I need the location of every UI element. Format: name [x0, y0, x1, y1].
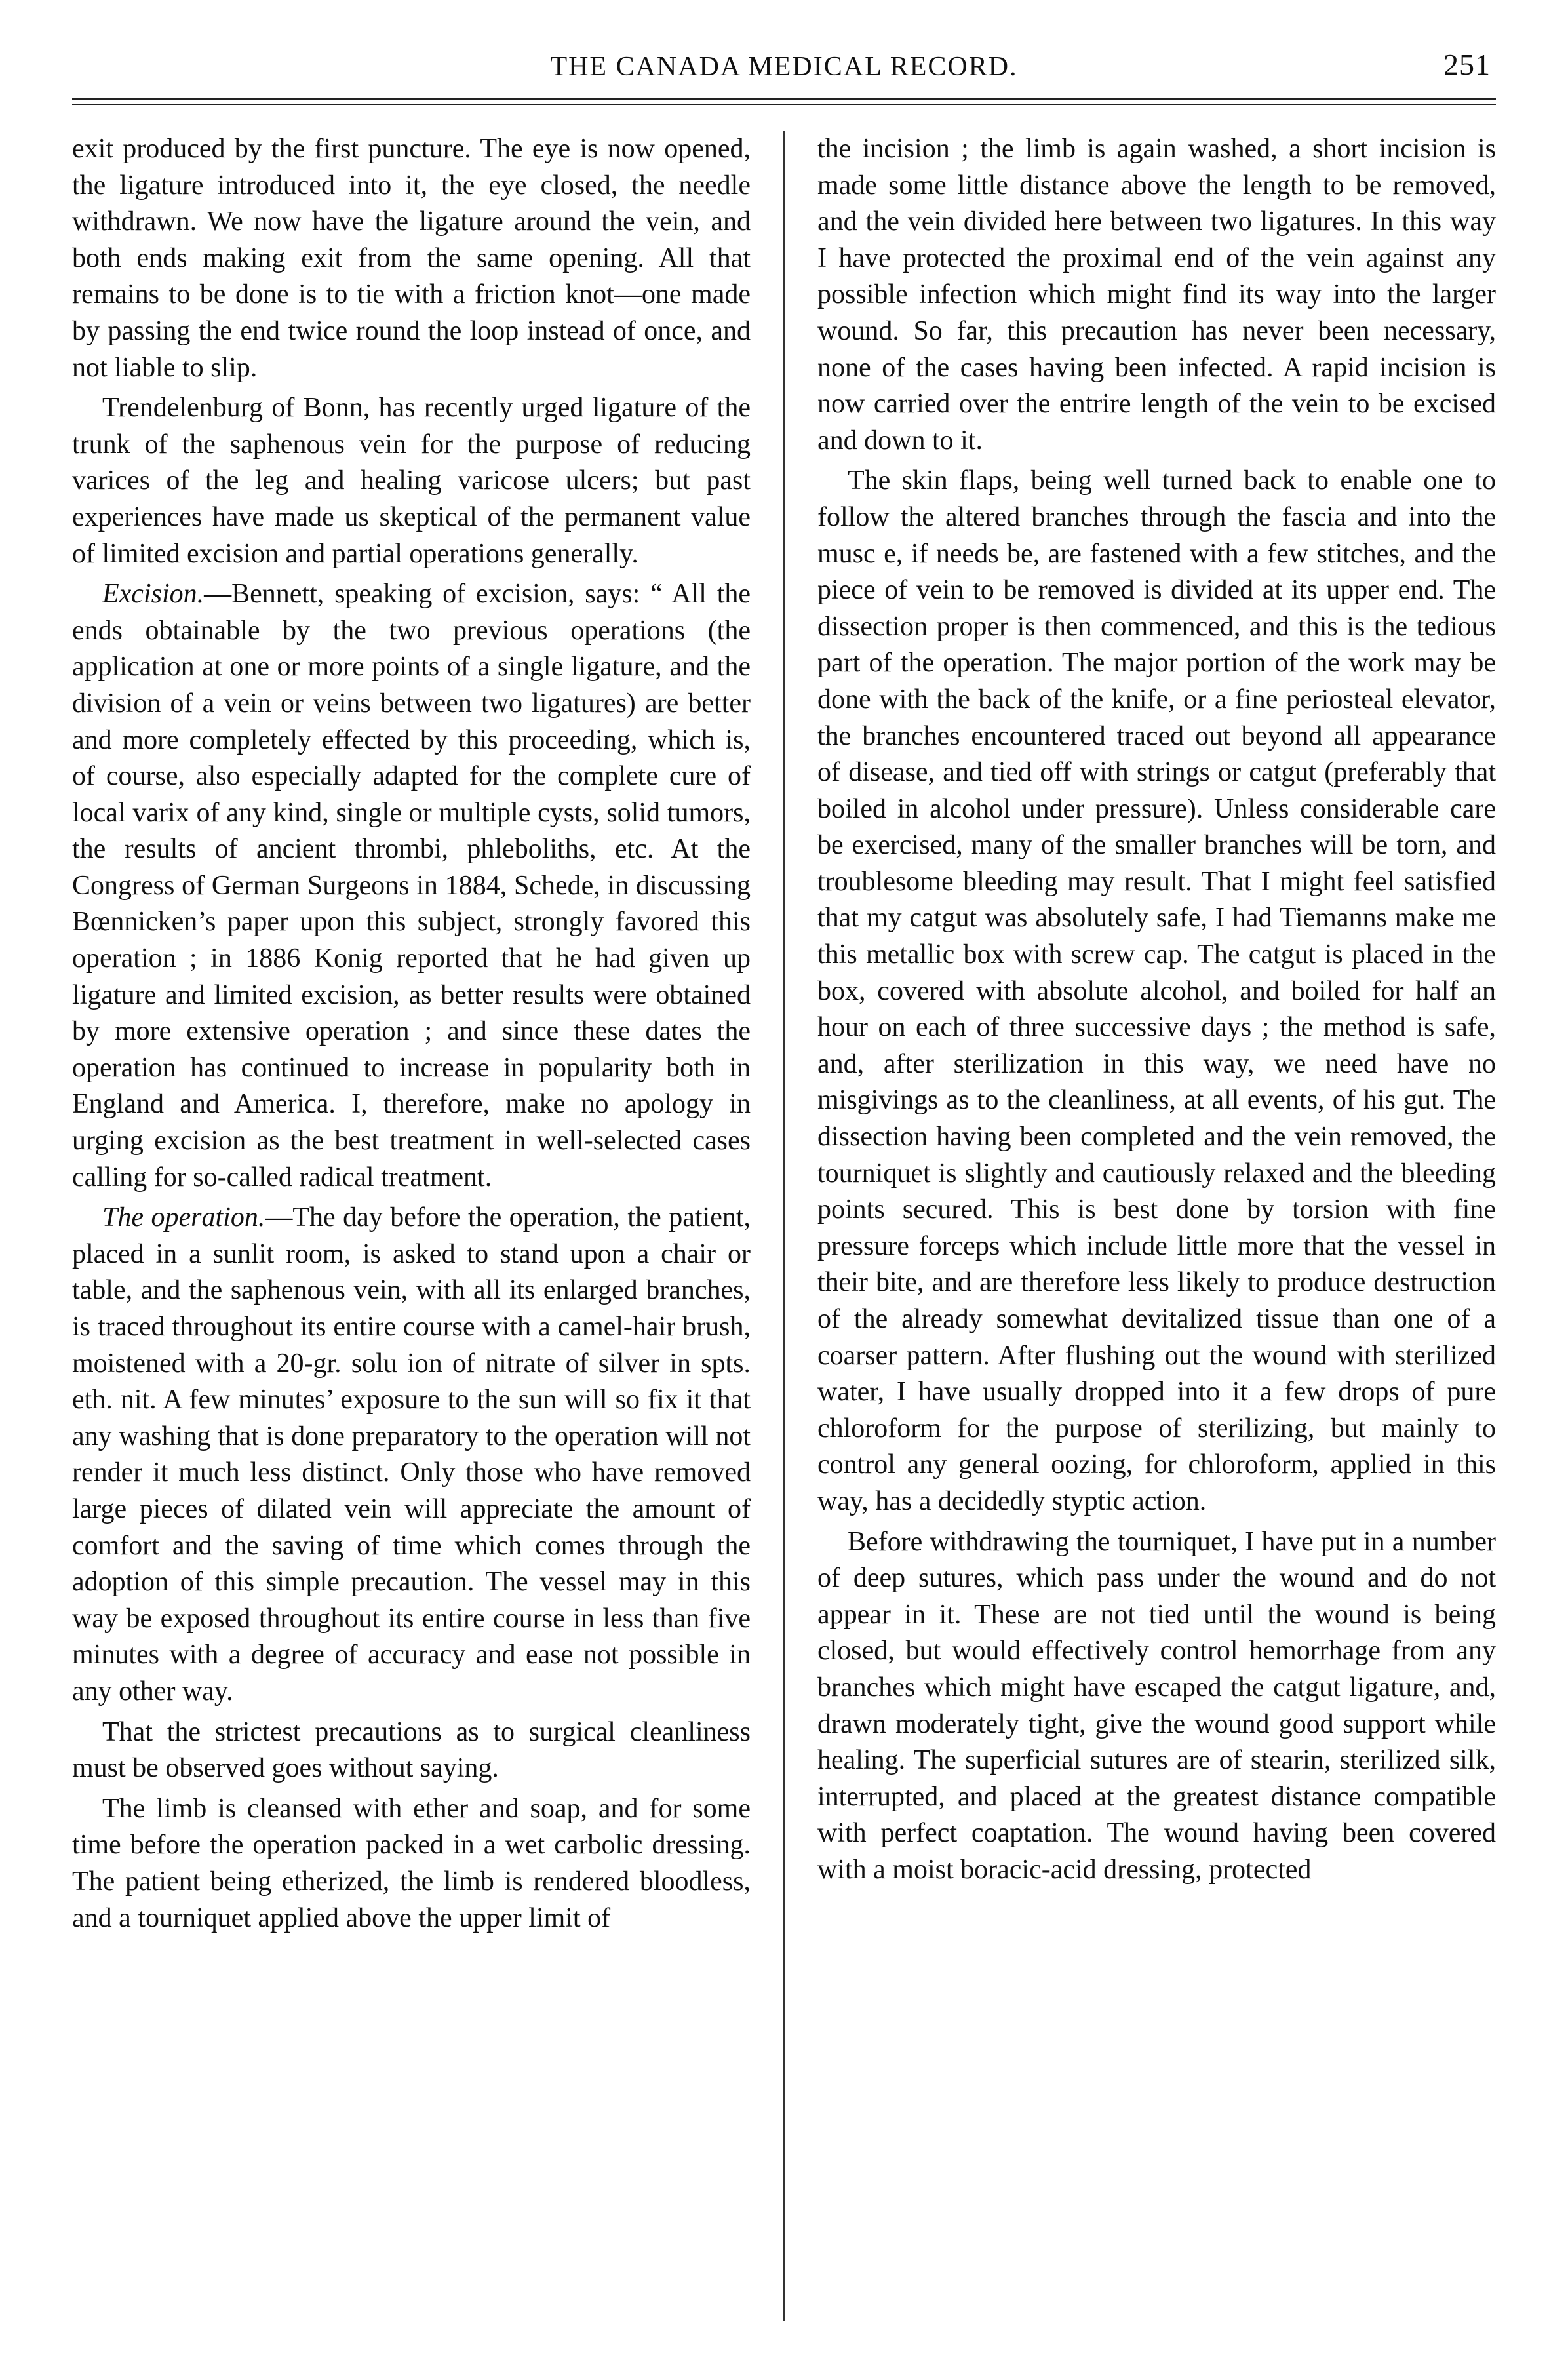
paragraph-text: —Bennett, speaking of excision, says: “ All the ends obtainable by the two previous operations (the application at one or more points of a single ligature, and the division of a vein or veins between two ligatures) are better and more completely effected by this proceeding, which is, of course, also especially adapted for the complete cure of local varix of any kind, single or multiple cysts, solid tumors, the results of ancient thrombi, phleboliths, etc. At the Congress of German Surgeons in 1884, Schede, in discussing Bœnnicken’s paper upon this subject, strongly favored this operation ; in 1886 Konig reported that he had given up ligature and limited excision, as better results were obtained by more extensive operation ; and since these dates the operation has continued to increase in popularity both in England and America. I, therefore, make no apology in urging excision as the best treatment in well-selected cases calling for so-called radical treatment.	[72, 579, 751, 1193]
page-number: 251	[1443, 48, 1491, 81]
section-heading: Excision.	[102, 579, 205, 610]
paragraph-text: —The day before the operation, the patient, placed in a sunlit room, is asked to stand upon a chair or table, and the saphenous vein, with all its enlarged branches, is traced throughout its entire course with a camel-hair brush, moistened with a 20-gr. solu ion of nitrate of silver in spts. eth. nit. A few minutes’ exposure to the sun will so fix it that any washing that is done preparatory to the operation will not render it much less distinct. Only those who have removed large pieces of dilated vein will appreciate the amount of comfort and the saving of time which comes through the adoption of this simple precaution. The vessel may in this way be exposed throughout its entire course in less than five minutes with a degree of accuracy and ease not possible in any other way.	[72, 1202, 751, 1706]
running-title: THE CANADA MEDICAL RECORD.	[550, 52, 1018, 82]
paragraph: Trendelenburg of Bonn, has recently urged ligature of the trunk of the saphenous vein for the purpose of reducing varices of the leg and healing varicose ulcers; but past experiences have made us skeptical of the permanent value of limited excision and partial operations generally.	[72, 393, 751, 569]
paragraph: The limb is cleansed with ether and soap, and for some time before the operation packed in a wet carbolic dressing. The patient being etherized, the limb is rendered bloodless, and a tourniquet applied above the upper limit of	[72, 1793, 751, 1933]
paragraph: The skin flaps, being well turned back to enable one to follow the altered branches through the fascia and into the musc e, if needs be, are fastened with a few stitches, and the piece of vein to be removed is divided at its upper end. The dissection proper is then commenced, and this is the tedious part of the operation. The major portion of the work may be done with the back of the knife, or a fine periosteal elevator, the branches encountered traced out beyond all appearance of disease, and tied off with strings or catgut (preferably that boiled in alcohol under pressure). Unless considerable care be exercised, many of the smaller branches will be torn, and troublesome bleeding may result. That I might feel satisfied that my catgut was absolutely safe, I had Tiemanns make me this metallic box with screw cap. The catgut is placed in the box, covered with absolute alcohol, and boiled for half an hour on each of three successive days ; the method is safe, and, after sterilization in this way, we need have no misgivings as to the cleanliness, at all events, of his gut. The dissection having been completed and the vein removed, the tourniquet is slightly and cautiously relaxed and the bleeding points secured. This is best done by torsion with fine pressure forceps which include little more that the vessel in their bite, and are therefore less likely to produce destruction of the already somewhat devitalized tissue than one of a coarser pattern. After flushing out the wound with sterilized water, I have usually dropped into it a few drops of pure chloroform for the purpose of sterilizing, but mainly to control any general oozing, for chloroform, applied in this way, has a decidedly styptic action.	[817, 465, 1496, 1516]
page	[72, 39, 1496, 2334]
section-heading: The operation.	[102, 1202, 265, 1233]
header-rule-thin	[72, 104, 1496, 105]
column-divider	[783, 131, 785, 2321]
paragraph: Before withdrawing the tourniquet, I have put in a number of deep sutures, which pass under the wound and do not appear in it. These are not tied until the wound is being closed, but would effectively control hemorrhage from any branches which might have escaped the catgut ligature, and, drawn moderately tight, give the wound good support while healing. The superficial sutures are of stearin, sterilized silk, interrupted, and placed at the greatest distance compatible with perfect coaptation. The wound having been covered with a moist boracic-acid dressing, protected	[817, 1526, 1496, 1885]
paragraph: exit produced by the first puncture. The eye is now opened, the ligature introduced into it, the eye closed, the needle withdrawn. We now have the ligature around the vein, and both ends making exit from the same opening. All that remains to be done is to tie with a friction knot—one made by passing the end twice round the loop instead of once, and not liable to slip.	[72, 134, 751, 383]
running-head	[72, 39, 1496, 98]
paragraph: That the strictest precautions as to surgical cleanliness must be observed goes without saying.	[72, 1716, 751, 1784]
header-rule-thick	[72, 98, 1496, 100]
paragraph: the incision ; the limb is again washed, a short incision is made some little distance above the length to be removed, and the vein divided here between two ligatures. In this way I have protected the proximal end of the vein against any possible infection which might find its way into the larger wound. So far, this precaution has never been necessary, none of the cases having been infected. A rapid incision is now carried over the entrire length of the vein to be excised and down to it.	[817, 134, 1496, 456]
text-columns	[72, 131, 1496, 2321]
right-column	[817, 131, 1496, 2321]
paragraph	[72, 1200, 751, 1710]
paragraph	[72, 576, 751, 1196]
left-column	[72, 131, 751, 2321]
